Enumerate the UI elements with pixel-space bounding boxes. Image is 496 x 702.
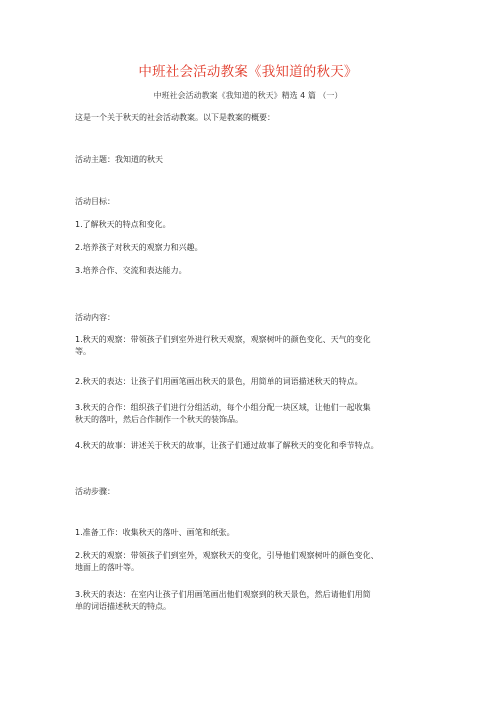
step-item xyxy=(75,527,435,539)
document-subtitle: 中班社会活动教案《我知道的秋天》精选 4 篇 （一） xyxy=(153,91,343,100)
content-item-line: 3.秋天的合作：组织孩子们进行分组活动，每个小组分配一块区域，让他们一起收集 xyxy=(75,403,371,412)
content-item xyxy=(75,440,435,452)
step-item xyxy=(75,589,435,613)
step-item-line: 地面上的落叶等。 xyxy=(75,563,139,572)
content-item xyxy=(75,334,435,358)
content-item-line: 4.秋天的故事：讲述关于秋天的故事，让孩子们通过故事了解秋天的变化和季节特点。 xyxy=(75,441,379,450)
step-item-line: 3.秋天的表达：在室内让孩子们用画笔画出他们观察到的秋天景色，然后请他们用简 xyxy=(75,590,371,599)
activity-theme: 活动主题：我知道的秋天 xyxy=(75,155,163,164)
step-item-line: 2.秋天的观察：带领孩子们到室外，观察秋天的变化，引导他们观察树叶的颜色变化、 xyxy=(75,551,379,560)
steps-heading: 活动步骤： xyxy=(75,487,115,496)
content-item-line: 秋天的落叶，然后合作制作一个秋天的装饰品。 xyxy=(75,415,243,424)
step-item xyxy=(75,550,435,574)
step-item-line: 单的词语描述秋天的特点。 xyxy=(75,602,171,611)
document-title: 中班社会活动教案《我知道的秋天》 xyxy=(138,64,358,80)
step-item-line: 1.准备工作：收集秋天的落叶、画笔和纸张。 xyxy=(75,528,235,537)
content-item xyxy=(75,376,435,388)
intro-paragraph: 这是一个关于秋天的社会活动教案。以下是教案的概要： xyxy=(75,113,275,122)
content-item-line: 1.秋天的观察：带领孩子们到室外进行秋天观察，观察树叶的颜色变化、天气的变化 xyxy=(75,335,371,344)
goals-heading: 活动目标： xyxy=(75,197,115,206)
content-heading: 活动内容： xyxy=(75,313,115,322)
goal-item: 2.培养孩子对秋天的观察力和兴趣。 xyxy=(75,243,203,252)
content-item xyxy=(75,402,435,426)
content-item-line: 等。 xyxy=(75,347,91,356)
goal-item: 3.培养合作、交流和表达能力。 xyxy=(75,266,187,275)
goal-item: 1.了解秋天的特点和变化。 xyxy=(75,220,171,229)
content-item-line: 2.秋天的表达：让孩子们用画笔画出秋天的景色，用简单的词语描述秋天的特点。 xyxy=(75,377,363,386)
